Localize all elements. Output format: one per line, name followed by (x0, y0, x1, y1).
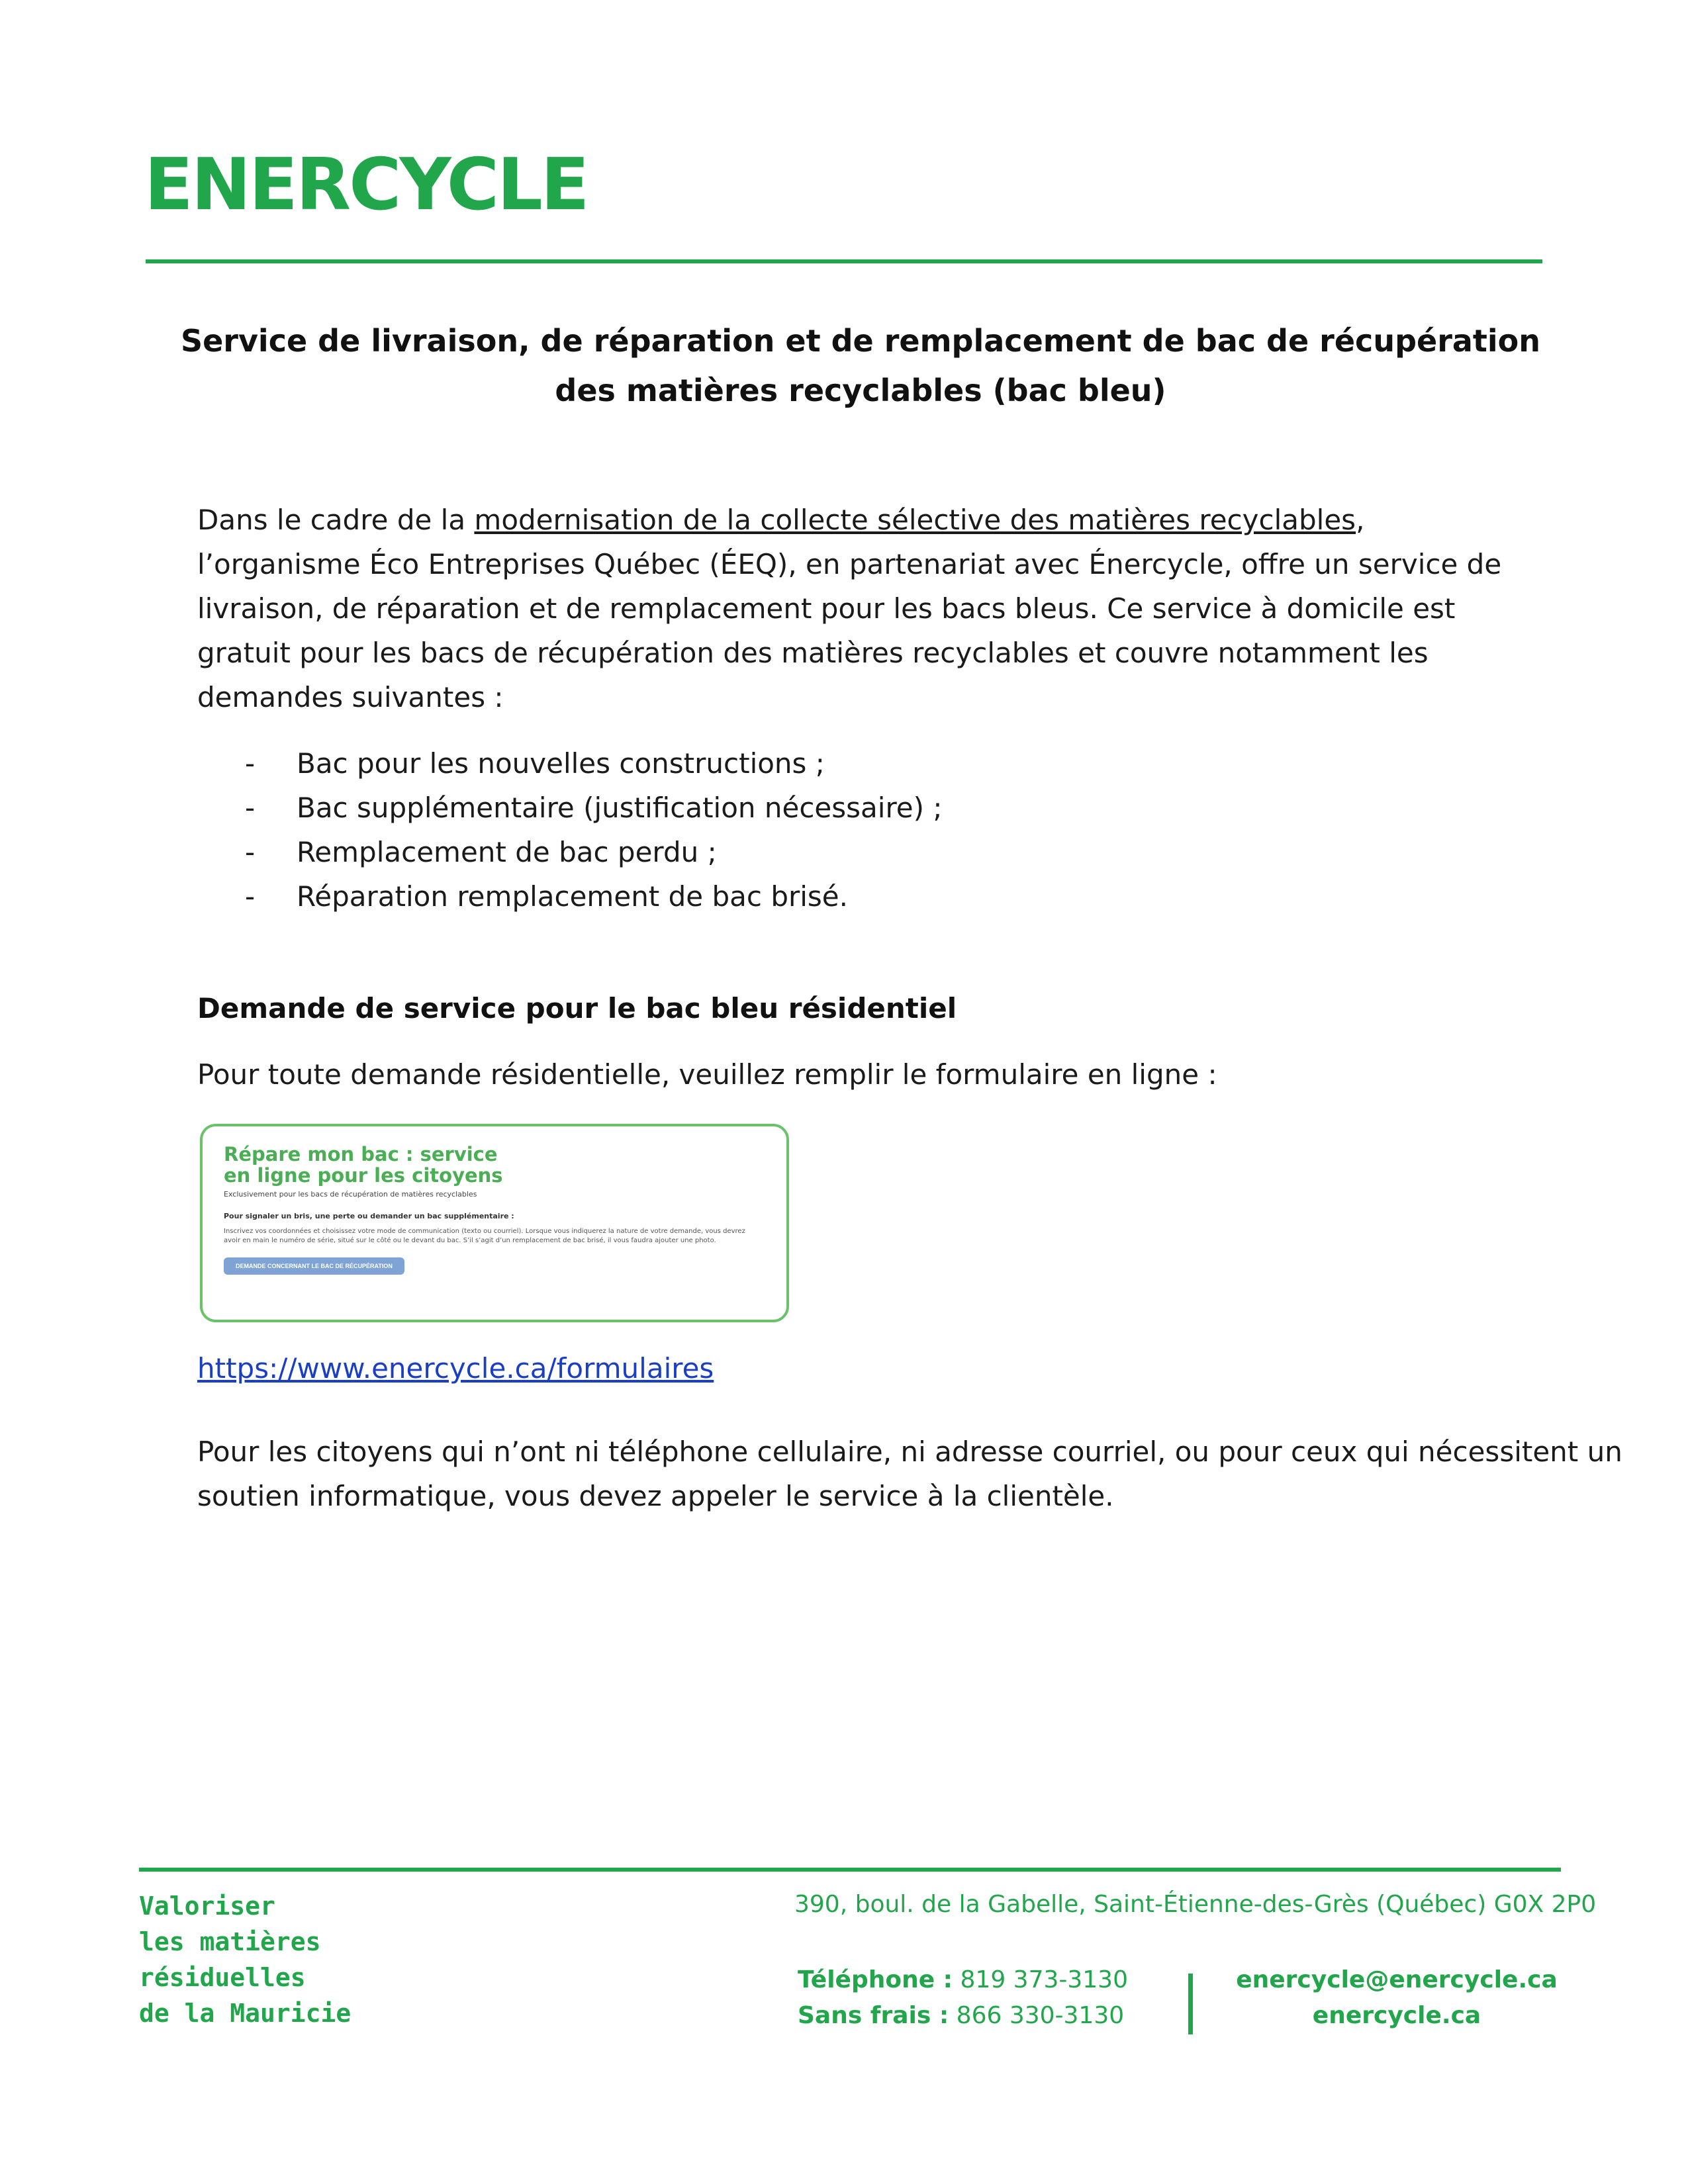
intro-line4: gratuit pour les bacs de récupération des matières recyclables et couvre notamment les (197, 637, 1429, 669)
phone-label: Téléphone : (798, 1966, 953, 1993)
modernisation-link[interactable]: modernisation de la collecte sélective des matières recyclables (474, 504, 1356, 536)
tollfree-number[interactable]: 866 330-3130 (956, 2002, 1125, 2029)
footer-tagline (139, 1888, 351, 2031)
tagline-line: les matières (139, 1927, 321, 1956)
footer-separator (1188, 1974, 1193, 2034)
list-item-text: Bac supplémentaire (justification nécessaire) ; (297, 792, 943, 824)
footer-email[interactable]: enercycle@enercycle.ca (1236, 1966, 1558, 1993)
request-list (245, 741, 943, 919)
page-title-line2: des matières recyclables (bac bleu) (555, 373, 1166, 408)
closing-line2: soutien informatique, vous devez appeler le service à la clientèle. (197, 1480, 1114, 1512)
tagline-line: de la Mauricie (139, 1999, 352, 2028)
phone-number[interactable]: 819 373-3130 (960, 1966, 1128, 1993)
closing-paragraph (197, 1430, 1622, 1518)
list-item-text: Remplacement de bac perdu ; (297, 836, 717, 868)
section-text: Pour toute demande résidentielle, veuillez remplir le formulaire en ligne : (197, 1058, 1217, 1091)
list-item (245, 874, 943, 919)
intro-comma: , (1356, 504, 1365, 536)
forms-link[interactable]: https://www.enercycle.ca/formulaires (197, 1352, 714, 1385)
footer-contact (1231, 1962, 1562, 2034)
bin-request-button[interactable]: DEMANDE CONCERNANT LE BAC DE RÉCUPÉRATION (224, 1257, 404, 1275)
card-subtitle: Exclusivement pour les bacs de récupération de matières recyclables (224, 1190, 477, 1199)
intro-prefix: Dans le cadre de la (197, 504, 475, 536)
card-title-line2: en ligne pour les citoyens (224, 1164, 503, 1187)
header-divider (146, 259, 1542, 263)
list-item (245, 830, 943, 874)
bullet-dash: - (245, 747, 256, 780)
footer-divider (139, 1868, 1561, 1872)
intro-line2: l’organisme Éco Entreprises Québec (ÉEQ), en partenariat avec Énercycle, offre un service de (197, 548, 1502, 580)
bullet-dash: - (245, 880, 256, 913)
card-bold-text: Pour signaler un bris, une perte ou demander un bac supplémentaire : (224, 1212, 514, 1220)
tollfree-label: Sans frais : (798, 2002, 949, 2029)
bullet-dash: - (245, 836, 256, 868)
closing-line1: Pour les citoyens qui n’ont ni téléphone cellulaire, ni adresse courriel, ou pour ceux qui nécessitent un (197, 1435, 1622, 1468)
intro-line5: demandes suivantes : (197, 681, 504, 713)
card-description: Inscrivez vos coordonnées et choisissez votre mode de communication (texto ou courriel). Lorsque vous indiquerez la nature de votre demande, vous devrez avoir en main le numéro de série, situé sur le côté ou le devant du bac. S’il s’agit d’un remplacement de bac brisé, il vous faudra ajouter une photo. (224, 1228, 745, 1244)
card-title (224, 1144, 765, 1186)
intro-line3: livraison, de réparation et de remplacement pour les bacs bleus. Ce service à domicile est (197, 592, 1456, 625)
footer-address: 390, boul. de la Gabelle, Saint-Étienne-des-Grès (Québec) G0X 2P0 (794, 1891, 1597, 1918)
page-title (165, 316, 1556, 416)
list-item (245, 786, 943, 830)
enercycle-logo: ENERCYCLE (144, 144, 588, 226)
intro-paragraph (197, 498, 1614, 719)
footer-phones (798, 1962, 1128, 2034)
form-preview-card[interactable] (200, 1124, 789, 1322)
section-heading: Demande de service pour le bac bleu résidentiel (197, 992, 957, 1024)
list-item (245, 741, 943, 786)
page-title-line1: Service de livraison, de réparation et de remplacement de bac de récupération (180, 323, 1541, 359)
list-item-text: Réparation remplacement de bac brisé. (297, 880, 848, 913)
footer-website[interactable]: enercycle.ca (1312, 2002, 1481, 2029)
tagline-line: résiduelles (139, 1963, 306, 1992)
card-title-line1: Répare mon bac : service (224, 1143, 498, 1165)
bullet-dash: - (245, 792, 256, 824)
list-item-text: Bac pour les nouvelles constructions ; (297, 747, 825, 780)
tagline-line: Valoriser (139, 1891, 275, 1921)
